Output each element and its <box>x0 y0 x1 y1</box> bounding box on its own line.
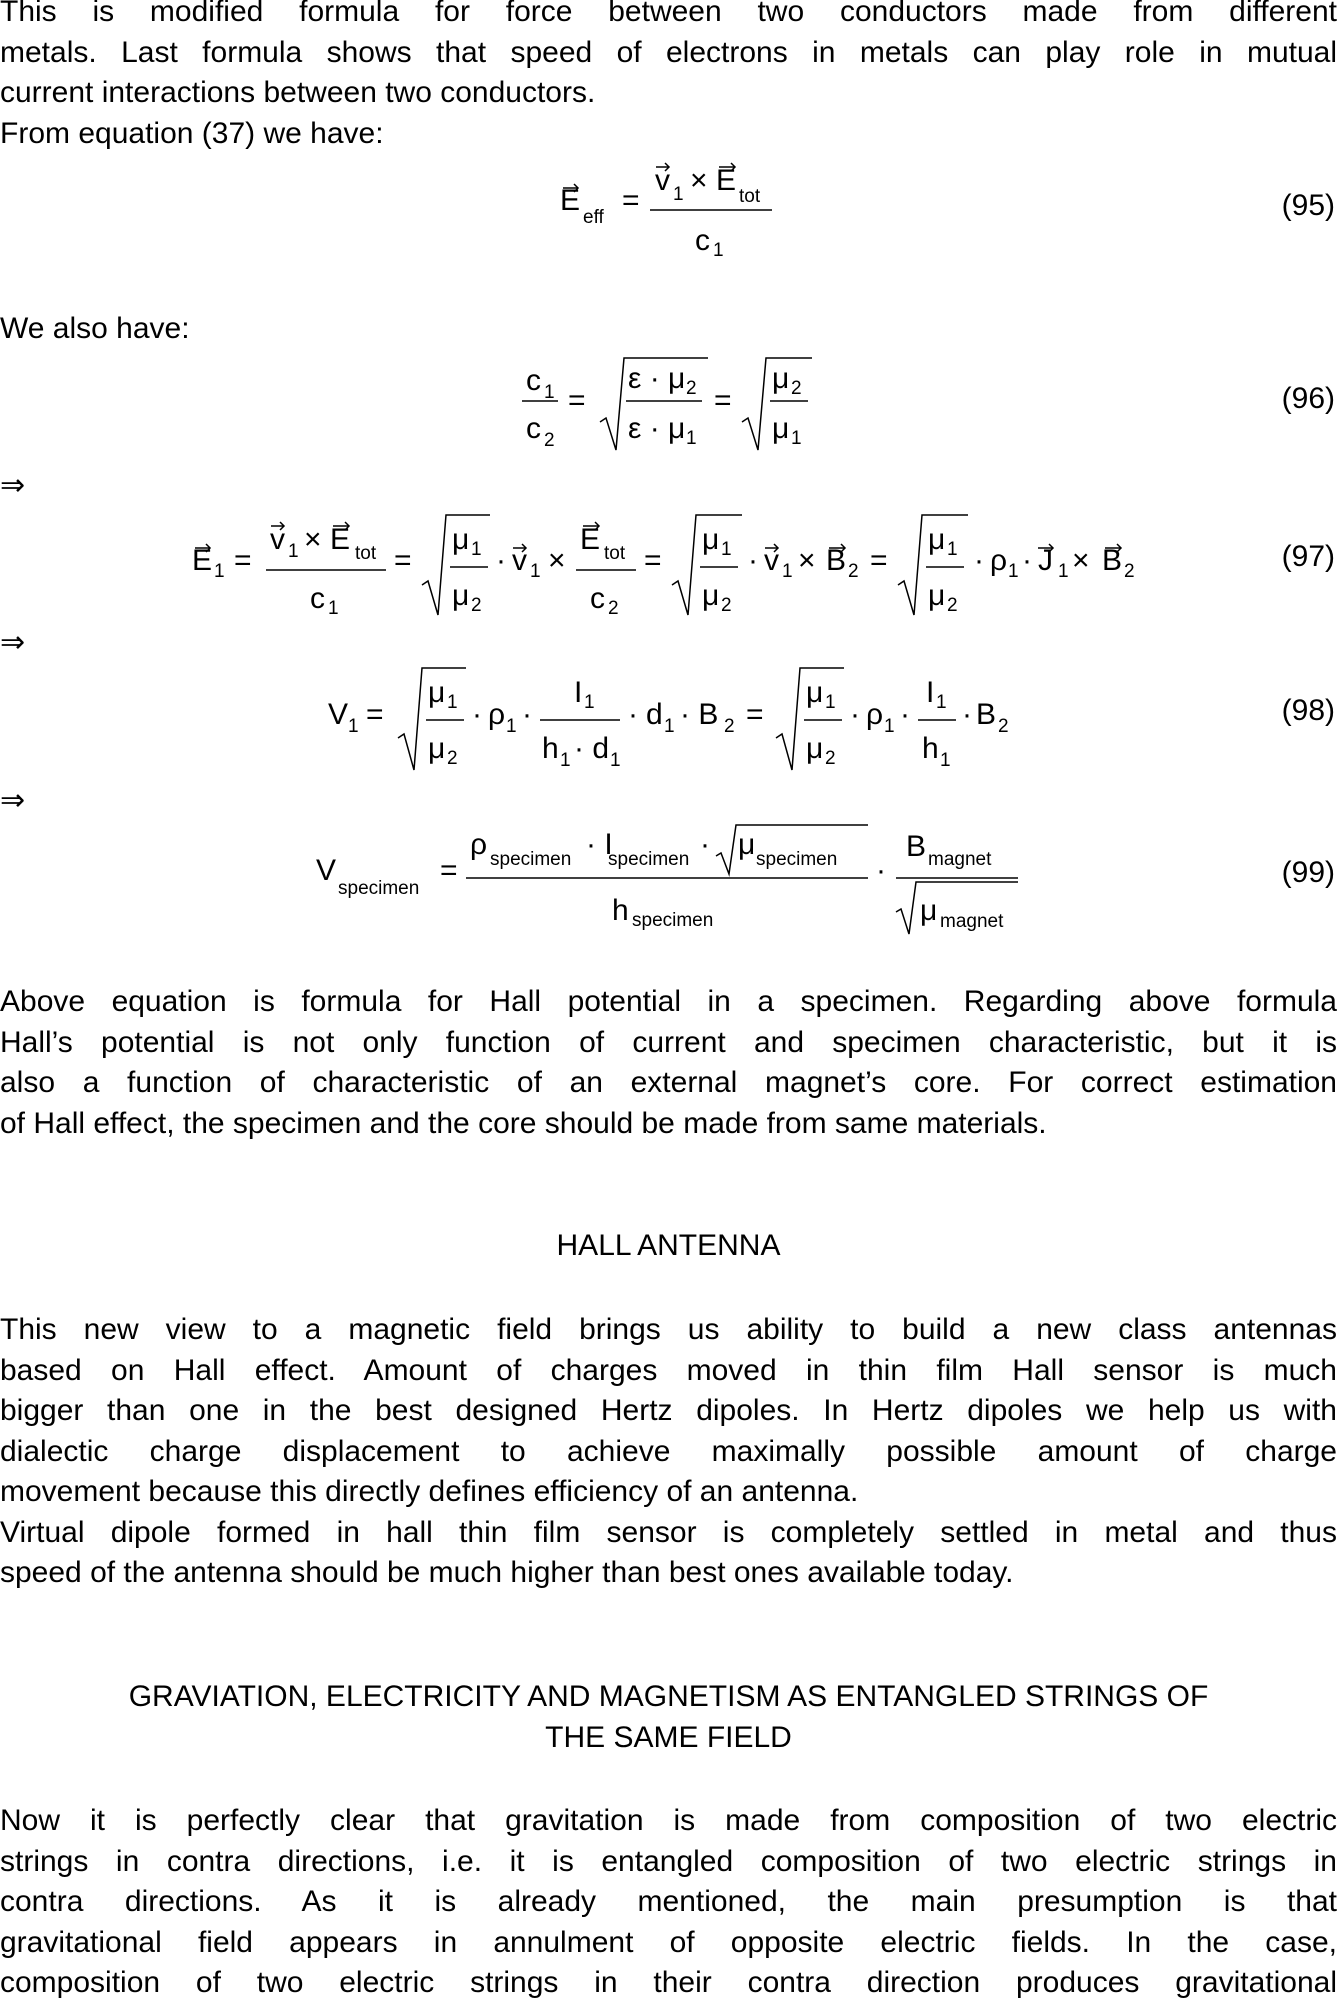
svg-text:ρ: ρ <box>990 544 1008 577</box>
heading-line: GRAVIATION, ELECTRICITY AND MAGNETISM AS ENTANGLED STRINGS OF <box>128 1680 1209 1713</box>
equation-95 <box>0 150 1337 260</box>
svg-text:specimen: specimen <box>632 910 714 931</box>
svg-text:J: J <box>1038 544 1053 577</box>
svg-text:tot: tot <box>739 186 761 207</box>
svg-text:c: c <box>526 412 541 445</box>
svg-text:1: 1 <box>664 716 675 737</box>
svg-text:E: E <box>192 544 213 577</box>
equation-number: (96) <box>1281 382 1335 415</box>
text-line: Now it is perfectly clear that gravitation is made from composition of two electric <box>0 1804 1337 1837</box>
svg-text:μ: μ <box>428 732 446 765</box>
svg-text:2: 2 <box>848 561 859 582</box>
svg-text:·: · <box>748 544 758 577</box>
svg-text:1: 1 <box>471 539 482 560</box>
svg-text:I: I <box>574 676 583 709</box>
svg-text:=: = <box>366 698 384 731</box>
svg-text:c: c <box>310 582 325 615</box>
svg-text:1: 1 <box>721 539 732 560</box>
svg-text:B: B <box>826 544 847 577</box>
svg-text:1: 1 <box>560 750 571 771</box>
svg-text:μ: μ <box>702 523 720 556</box>
svg-text:2: 2 <box>1124 561 1135 582</box>
svg-text:1: 1 <box>1008 561 1019 582</box>
hall-potential-paragraph <box>0 982 1337 1144</box>
svg-text:2: 2 <box>998 716 1009 737</box>
svg-text:specimen: specimen <box>490 849 572 870</box>
svg-text:·: · <box>472 698 482 731</box>
svg-text:1: 1 <box>713 240 724 261</box>
we-also-have-text: We also have: <box>0 312 190 345</box>
svg-text:1: 1 <box>936 692 947 713</box>
svg-text:μ: μ <box>738 828 756 861</box>
equation-96 <box>0 350 1337 450</box>
svg-text:eff: eff <box>583 207 604 228</box>
svg-text:μ: μ <box>772 362 790 395</box>
svg-text:=: = <box>568 384 586 417</box>
svg-text:ρ: ρ <box>866 698 884 731</box>
svg-text:B: B <box>976 698 997 731</box>
implies-symbol: ⇒ <box>0 784 26 817</box>
svg-text:2: 2 <box>791 378 802 399</box>
svg-text:V: V <box>328 698 349 731</box>
svg-text:×: × <box>1072 544 1090 577</box>
svg-text:·: · <box>850 698 860 731</box>
text-line: metals. Last formula shows that speed of electrons in metals can play role in mutual <box>0 35 1337 69</box>
svg-text:=: = <box>440 854 458 887</box>
svg-text:specimen: specimen <box>608 849 690 870</box>
svg-text:·: · <box>876 854 886 887</box>
svg-text:E: E <box>330 523 351 556</box>
svg-text:·: · <box>700 828 710 861</box>
text-line: movement because this directly defines efficiency of an antenna. <box>0 1475 859 1508</box>
svg-text:2: 2 <box>447 748 458 769</box>
svg-text:×: × <box>304 523 322 556</box>
text-line: gravitational field appears in annulment of opposite electric fields. In the case, <box>0 1925 1337 1959</box>
equation-number: (95) <box>1281 189 1335 222</box>
svg-text:1: 1 <box>584 692 595 713</box>
svg-text:v: v <box>655 164 670 197</box>
equation-98 <box>0 662 1337 772</box>
svg-text:·: · <box>496 544 506 577</box>
section-heading-graviation <box>0 1677 1337 1758</box>
section-heading-hall-antenna: HALL ANTENNA <box>556 1229 781 1262</box>
svg-text:1: 1 <box>782 561 793 582</box>
svg-text:μ: μ <box>806 732 824 765</box>
svg-text:=: = <box>394 544 412 577</box>
text-line: This is modified formula for force between two conductors made from different <box>0 0 1337 28</box>
svg-text:E: E <box>560 184 581 217</box>
graviation-paragraph <box>0 1801 1337 2004</box>
svg-text:1: 1 <box>506 716 517 737</box>
text-line: Hall’s potential is not only function of current and specimen characteristic, but it is <box>0 1025 1337 1059</box>
svg-text:v: v <box>270 523 285 556</box>
text-line: based on Hall effect. Amount of charges moved in thin film Hall sensor is much <box>0 1353 1337 1387</box>
svg-text:2: 2 <box>471 595 482 616</box>
svg-text:E: E <box>716 164 737 197</box>
svg-text:1: 1 <box>825 692 836 713</box>
implies-symbol: ⇒ <box>0 469 26 502</box>
svg-text:h: h <box>542 732 559 765</box>
svg-text:· B: · B <box>680 698 719 731</box>
svg-text:specimen: specimen <box>756 849 838 870</box>
svg-text:1: 1 <box>1058 561 1069 582</box>
svg-text:1: 1 <box>348 716 359 737</box>
svg-text:×: × <box>798 544 816 577</box>
svg-text:v: v <box>512 544 527 577</box>
svg-text:2: 2 <box>947 595 958 616</box>
text-line: current interactions between two conductors. <box>0 76 596 109</box>
svg-text:=: = <box>714 384 732 417</box>
svg-text:ε · μ: ε · μ <box>628 362 686 395</box>
svg-text:2: 2 <box>686 378 697 399</box>
svg-text:=: = <box>234 544 252 577</box>
svg-text:magnet: magnet <box>940 911 1004 932</box>
svg-text:B: B <box>1102 544 1123 577</box>
svg-text:2: 2 <box>724 716 735 737</box>
svg-text:1: 1 <box>947 539 958 560</box>
svg-text:specimen: specimen <box>338 878 420 899</box>
svg-text:1: 1 <box>673 184 684 205</box>
intro-paragraph <box>0 0 1337 114</box>
svg-text:magnet: magnet <box>928 849 992 870</box>
equation-number: (99) <box>1281 856 1335 889</box>
svg-text:2: 2 <box>825 748 836 769</box>
svg-text:· I: · I <box>586 828 613 861</box>
svg-text:μ: μ <box>928 579 946 612</box>
svg-text:1: 1 <box>940 750 951 771</box>
equation-97 <box>0 505 1337 619</box>
svg-text:1: 1 <box>447 692 458 713</box>
hall-antenna-paragraph <box>0 1310 1337 1594</box>
svg-text:tot: tot <box>604 543 626 564</box>
svg-text:·: · <box>962 698 972 731</box>
from-equation-text: From equation (37) we have: <box>0 117 384 150</box>
svg-text:μ: μ <box>452 579 470 612</box>
svg-text:v: v <box>764 544 779 577</box>
svg-text:ε · μ: ε · μ <box>628 412 686 445</box>
svg-text:μ: μ <box>428 676 446 709</box>
svg-text:·: · <box>900 698 910 731</box>
svg-text:1: 1 <box>214 561 225 582</box>
svg-text:1: 1 <box>884 716 895 737</box>
text-line: of Hall effect, the specimen and the core should be made from same materials. <box>0 1106 1047 1140</box>
svg-text:d: d <box>646 698 663 731</box>
svg-text:1: 1 <box>328 598 339 619</box>
svg-text:1: 1 <box>686 428 697 449</box>
text-line: speed of the antenna should be much higher than best ones available today. <box>0 1556 1014 1589</box>
svg-text:·: · <box>628 698 638 731</box>
svg-text:· d: · d <box>574 732 610 765</box>
svg-text:·: · <box>522 698 532 731</box>
svg-text:×: × <box>548 544 566 577</box>
equation-number: (98) <box>1281 694 1335 727</box>
svg-text:μ: μ <box>452 523 470 556</box>
svg-text:·: · <box>1022 544 1032 577</box>
text-line: also a function of characteristic of an external magnet’s core. For correct estimation <box>0 1066 1337 1099</box>
svg-text:μ: μ <box>920 894 938 927</box>
svg-text:1: 1 <box>530 561 541 582</box>
text-line: dialectic charge displacement to achieve maximally possible amount of charge <box>0 1434 1337 1468</box>
heading-line: THE SAME FIELD <box>545 1720 792 1754</box>
svg-text:2: 2 <box>608 598 619 619</box>
equation-99 <box>0 820 1337 940</box>
svg-text:ρ: ρ <box>470 828 488 861</box>
text-line: bigger than one in the best designed Hertz dipoles. In Hertz dipoles we help us with <box>0 1394 1337 1427</box>
svg-text:=: = <box>746 698 764 731</box>
svg-text:1: 1 <box>610 750 621 771</box>
svg-text:2: 2 <box>721 595 732 616</box>
text-line: This new view to a magnetic field brings us ability to build a new class antennas <box>0 1313 1337 1346</box>
text-line: composition of two electric strings in their contra direction produces gravitational <box>0 1966 1337 1999</box>
svg-text:μ: μ <box>806 676 824 709</box>
svg-text:c: c <box>526 364 541 397</box>
implies-symbol: ⇒ <box>0 626 26 659</box>
svg-text:1: 1 <box>791 428 802 449</box>
text-line: contra directions. As it is already mentioned, the main presumption is that <box>0 1885 1337 1918</box>
svg-text:=: = <box>870 544 888 577</box>
svg-text:B: B <box>906 830 927 863</box>
svg-text:μ: μ <box>702 579 720 612</box>
svg-text:c: c <box>695 224 710 257</box>
svg-text:E: E <box>580 523 601 556</box>
svg-text:h: h <box>922 732 939 765</box>
svg-text:ρ: ρ <box>488 698 506 731</box>
svg-text:·: · <box>974 544 984 577</box>
svg-text:μ: μ <box>928 523 946 556</box>
text-line: strings in contra directions, i.e. it is entangled composition of two electric strings in <box>0 1844 1337 1878</box>
svg-text:c: c <box>590 582 605 615</box>
svg-text:2: 2 <box>544 430 555 451</box>
svg-text:V: V <box>316 854 337 887</box>
svg-text:tot: tot <box>355 543 377 564</box>
svg-text:I: I <box>926 676 935 709</box>
svg-text:1: 1 <box>544 382 555 403</box>
svg-text:×: × <box>690 164 708 197</box>
text-line: Virtual dipole formed in hall thin film sensor is completely settled in metal and thus <box>0 1515 1337 1549</box>
svg-text:=: = <box>622 184 640 217</box>
text-line: Above equation is formula for Hall potential in a specimen. Regarding above formula <box>0 985 1337 1018</box>
svg-text:=: = <box>644 544 662 577</box>
equation-number: (97) <box>1281 540 1335 573</box>
svg-text:h: h <box>612 894 629 927</box>
svg-text:μ: μ <box>772 412 790 445</box>
svg-text:1: 1 <box>288 541 299 562</box>
